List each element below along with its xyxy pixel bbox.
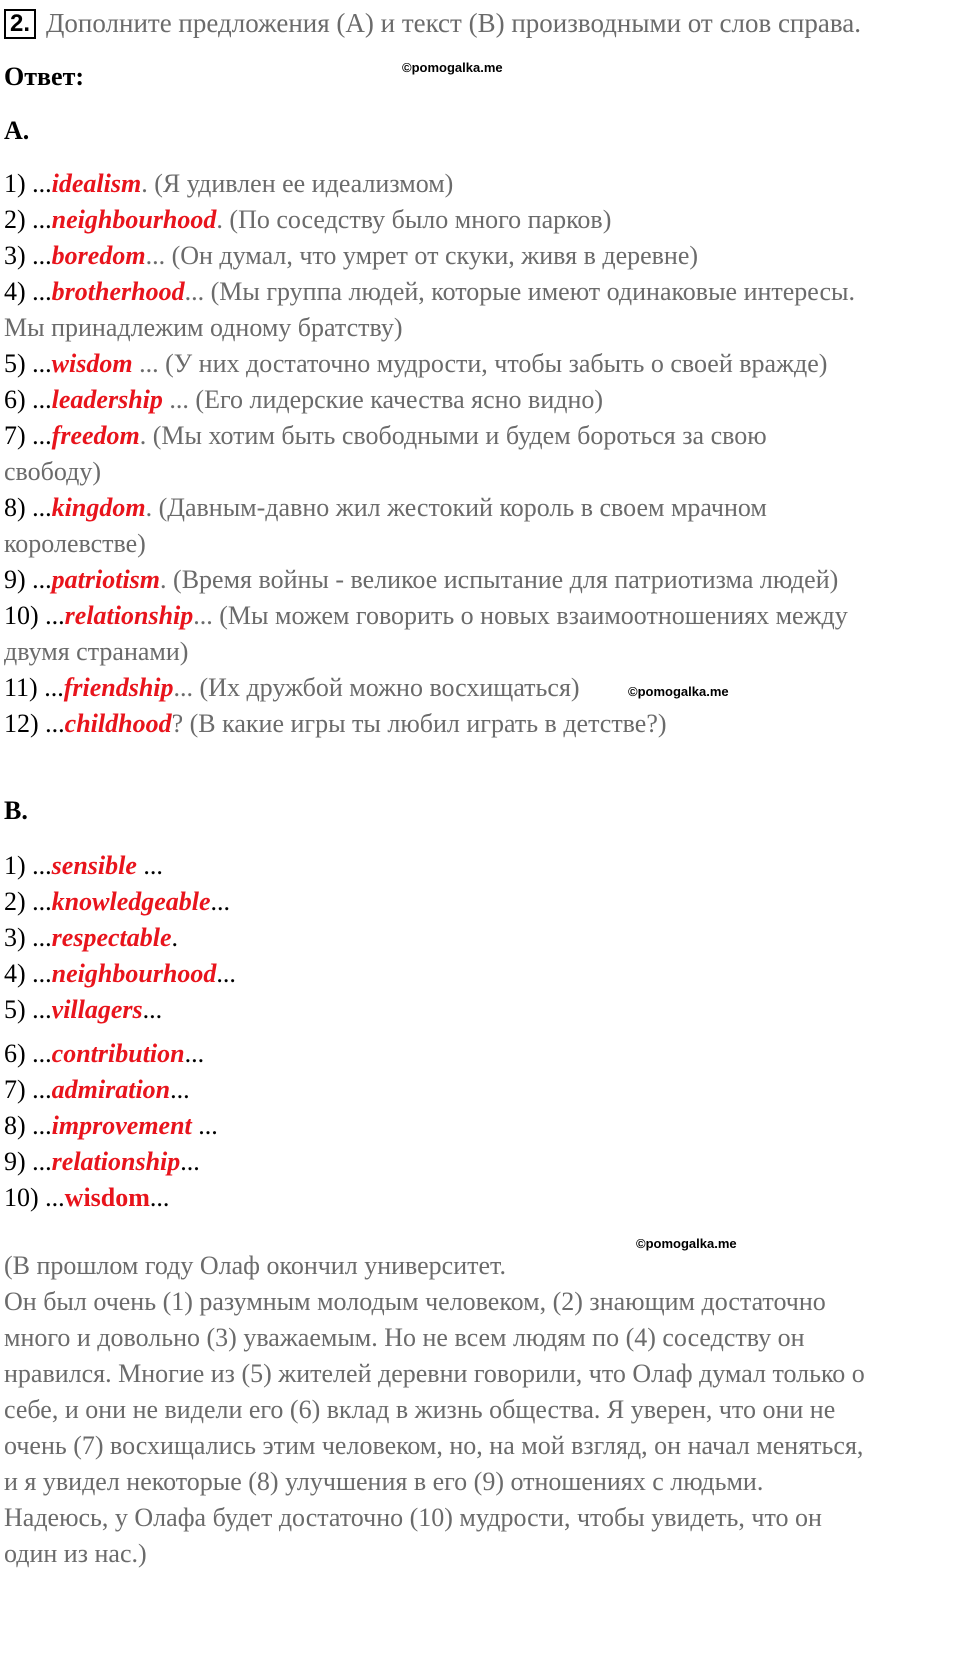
item-number: 8) ... [4, 1111, 52, 1140]
translation-line: один из нас.) [4, 1539, 147, 1568]
task-instruction: Дополните предложения (A) и текст (B) производными от слов справа. [46, 8, 861, 38]
answer-word: freedom [51, 421, 140, 450]
answer-word: contribution [51, 1039, 185, 1068]
answer-word: patriotism [51, 565, 161, 594]
answer-word: villagers [51, 995, 143, 1024]
item-number: 5) ... [4, 995, 52, 1024]
answer-word: neighbourhood [51, 205, 217, 234]
list-item [4, 562, 838, 598]
item-number: 3) ... [4, 241, 52, 270]
item-hint-continued: свободу) [4, 457, 102, 486]
translation-line: (В прошлом году Олаф окончил университет. [4, 1251, 506, 1280]
item-suffix: ... [216, 959, 236, 988]
translation-line: и я увидел некоторые (8) улучшения в его (9) отношениях с людьми. [4, 1467, 764, 1496]
item-number: 1) ... [4, 851, 52, 880]
answer-word: childhood [64, 709, 172, 738]
section-b-title: B. [4, 796, 28, 825]
item-number: 8) ... [4, 493, 52, 522]
list-item [4, 274, 855, 310]
item-number: 4) ... [4, 959, 52, 988]
list-item [4, 1144, 200, 1180]
item-suffix: ... [149, 1183, 170, 1212]
answer-word: sensible [51, 851, 137, 880]
item-number: 6) ... [4, 385, 52, 414]
item-suffix: ... [184, 1039, 205, 1068]
answer-word: wisdom [64, 1183, 150, 1212]
answer-word: boredom [51, 241, 146, 270]
item-hint-continued: королевстве) [4, 529, 146, 558]
item-hint: ? (В какие игры ты любил играть в детстве?) [171, 709, 667, 738]
answer-word: neighbourhood [51, 959, 217, 988]
item-hint: ... (Его лидерские качества ясно видно) [162, 385, 604, 414]
section-a-title: A. [4, 116, 30, 145]
list-item [4, 202, 611, 238]
item-number: 10) ... [4, 1183, 65, 1212]
watermark: ©pomogalka.me [402, 60, 503, 75]
item-number: 11) ... [4, 673, 64, 702]
answer-word: wisdom [51, 349, 133, 378]
task-number: 2. [4, 9, 36, 39]
item-suffix: ... [210, 887, 231, 916]
item-hint-continued: двумя странами) [4, 637, 189, 666]
answer-word: relationship [64, 601, 194, 630]
list-item [4, 1180, 169, 1216]
list-item [4, 956, 236, 992]
item-hint: . (Я удивлен ее идеализмом) [141, 169, 454, 198]
translation-line: много и довольно (3) уважаемым. Но не всем людям по (4) соседству он [4, 1323, 805, 1352]
task-header [4, 6, 861, 40]
list-item [4, 1072, 190, 1108]
answer-word: kingdom [51, 493, 146, 522]
item-number: 12) ... [4, 709, 65, 738]
answer-word: admiration [51, 1075, 171, 1104]
item-number: 4) ... [4, 277, 52, 306]
translation-line: себе, и они не видели его (6) вклад в жизнь общества. Я уверен, что они не [4, 1395, 836, 1424]
answer-word: idealism [51, 169, 142, 198]
item-number: 6) ... [4, 1039, 52, 1068]
item-hint: . (По соседству было много парков) [216, 205, 612, 234]
answer-word: brotherhood [51, 277, 185, 306]
watermark: ©pomogalka.me [636, 1236, 737, 1251]
item-number: 2) ... [4, 887, 52, 916]
translation-line: очень (7) восхищались этим человеком, но, на мой взгляд, он начал меняться, [4, 1431, 864, 1460]
item-hint: . (Время войны - великое испытание для патриотизма людей) [160, 565, 839, 594]
answer-word: relationship [51, 1147, 181, 1176]
item-hint-continued: Мы принадлежим одному братству) [4, 313, 403, 342]
answer-word: improvement [51, 1111, 192, 1140]
item-suffix: . [171, 923, 179, 952]
list-item [4, 1036, 204, 1072]
list-item [4, 346, 827, 382]
list-item [4, 418, 767, 454]
list-item [4, 848, 163, 884]
item-hint: . (Мы хотим быть свободными и будем бороться за свою [139, 421, 767, 450]
item-hint: ... (У них достаточно мудрости, чтобы забыть о своей вражде) [132, 349, 828, 378]
answer-word: respectable [51, 923, 172, 952]
item-hint: ... (Мы можем говорить о новых взаимоотношениях между [193, 601, 848, 630]
item-number: 3) ... [4, 923, 52, 952]
list-item [4, 670, 580, 706]
item-hint: ... (Мы группа людей, которые имеют одинаковые интересы. [184, 277, 856, 306]
item-number: 7) ... [4, 1075, 52, 1104]
translation-line: нравился. Многие из (5) жителей деревни говорили, что Олаф думал только о [4, 1359, 865, 1388]
list-item [4, 166, 453, 202]
translation-line: Надеюсь, у Олафа будет достаточно (10) мудрости, чтобы увидеть, что он [4, 1503, 822, 1532]
item-suffix: ... [180, 1147, 200, 1176]
item-number: 5) ... [4, 349, 52, 378]
item-number: 7) ... [4, 421, 52, 450]
answer-word: friendship [63, 673, 174, 702]
list-item [4, 490, 767, 526]
item-number: 1) ... [4, 169, 52, 198]
list-item [4, 920, 178, 956]
item-number: 10) ... [4, 601, 65, 630]
list-item [4, 992, 162, 1028]
list-item [4, 884, 230, 920]
list-item [4, 598, 848, 634]
item-suffix: ... [191, 1111, 218, 1140]
item-number: 9) ... [4, 565, 52, 594]
answer-word: leadership [51, 385, 163, 414]
item-number: 9) ... [4, 1147, 52, 1176]
list-item [4, 238, 698, 274]
item-suffix: ... [136, 851, 163, 880]
answer-word: knowledgeable [51, 887, 211, 916]
translation-line: Он был очень (1) разумным молодым человеком, (2) знающим достаточно [4, 1287, 826, 1316]
item-hint: ... (Их дружбой можно восхищаться) [173, 673, 580, 702]
item-suffix: ... [170, 1075, 190, 1104]
item-hint: . (Давным-давно жил жестокий король в своем мрачном [145, 493, 767, 522]
item-hint: ... (Он думал, что умрет от скуки, живя в деревне) [145, 241, 699, 270]
answer-label: Ответ: [4, 62, 85, 91]
list-item [4, 1108, 218, 1144]
item-number: 2) ... [4, 205, 52, 234]
item-suffix: ... [142, 995, 163, 1024]
list-item [4, 706, 667, 742]
list-item [4, 382, 603, 418]
translation-paragraph [4, 1248, 944, 1572]
watermark: ©pomogalka.me [628, 684, 729, 699]
